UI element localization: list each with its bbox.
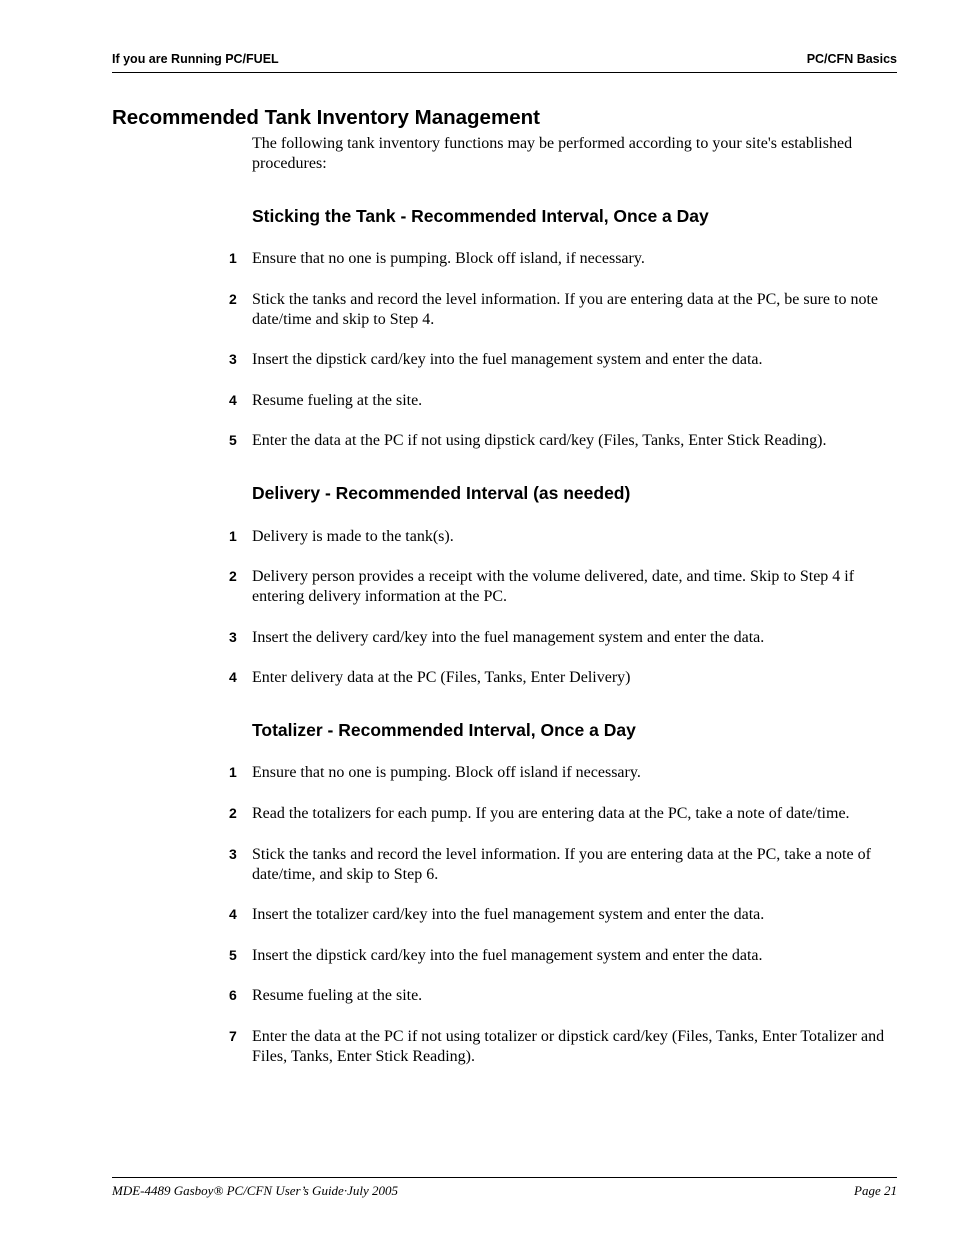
step-text: Ensure that no one is pumping. Block off island, if necessary. [252,250,645,267]
section-heading-totalizer: Totalizer - Recommended Interval, Once a Day [252,720,636,740]
step-text: Enter the data at the PC if not using totalizer or dipstick card/key (Files, Tanks, Enter Totalizer and Files, Tanks, Enter Stick Reading). [252,1028,885,1065]
header-section-label: If you are Running PC/FUEL [112,52,279,66]
step-text: Ensure that no one is pumping. Block off island if necessary. [252,764,641,781]
step-number: 4 [229,906,237,922]
step-text: Resume fueling at the site. [252,987,423,1004]
step-text: Enter delivery data at the PC (Files, Tanks, Enter Delivery) [252,669,631,686]
step-text: Resume fueling at the site. [252,392,423,409]
step-number: 6 [229,987,237,1003]
step-number: 4 [229,669,237,685]
step-number: 1 [229,528,237,544]
step-number: 2 [229,805,237,821]
step-text: Delivery person provides a receipt with the volume delivered, date, and time. Skip to Step 4 if entering delivery information at the PC. [252,568,855,605]
step-number: 5 [229,947,237,963]
step-number: 5 [229,432,237,448]
running-footer [112,1177,897,1202]
step-number: 3 [229,846,237,862]
step-number: 3 [229,351,237,367]
step-number: 1 [229,764,237,780]
header-chapter-label: PC/CFN Basics [806,52,897,66]
step-text: Insert the delivery card/key into the fuel management system and enter the data. [252,629,765,646]
step-text: Insert the totalizer card/key into the fuel management system and enter the data. [252,906,765,923]
step-text: Enter the data at the PC if not using dipstick card/key (Files, Tanks, Enter Stick Reading). [252,432,827,449]
running-header [112,52,897,73]
page-number: Page 21 [854,1183,897,1198]
step-number: 3 [229,629,237,645]
step-text: Delivery is made to the tank(s). [252,528,454,545]
step-number: 4 [229,392,237,408]
page-title: Recommended Tank Inventory Management [112,106,540,129]
step-text: Insert the dipstick card/key into the fuel management system and enter the data. [252,947,763,964]
step-number: 2 [229,291,237,307]
section-heading-sticking: Sticking the Tank - Recommended Interval, Once a Day [252,206,709,226]
intro-paragraph: The following tank inventory functions may be performed according to your site's established procedures: [252,135,853,172]
step-text: Stick the tanks and record the level information. If you are entering data at the PC, take a note of date/time, and skip to Step 6. [252,846,871,883]
step-text: Read the totalizers for each pump. If you are entering data at the PC, take a note of date/time. [252,805,850,822]
step-number: 1 [229,250,237,266]
step-text: Stick the tanks and record the level information. If you are entering data at the PC, be sure to note date/time and skip to Step 4. [252,291,879,328]
footer-document-title: MDE-4489 Gasboy® PC/CFN User’s Guide·July 2005 [112,1183,398,1198]
section-heading-delivery: Delivery - Recommended Interval (as needed) [252,483,631,503]
step-number: 2 [229,568,237,584]
step-text: Insert the dipstick card/key into the fuel management system and enter the data. [252,351,763,368]
step-number: 7 [229,1028,237,1044]
